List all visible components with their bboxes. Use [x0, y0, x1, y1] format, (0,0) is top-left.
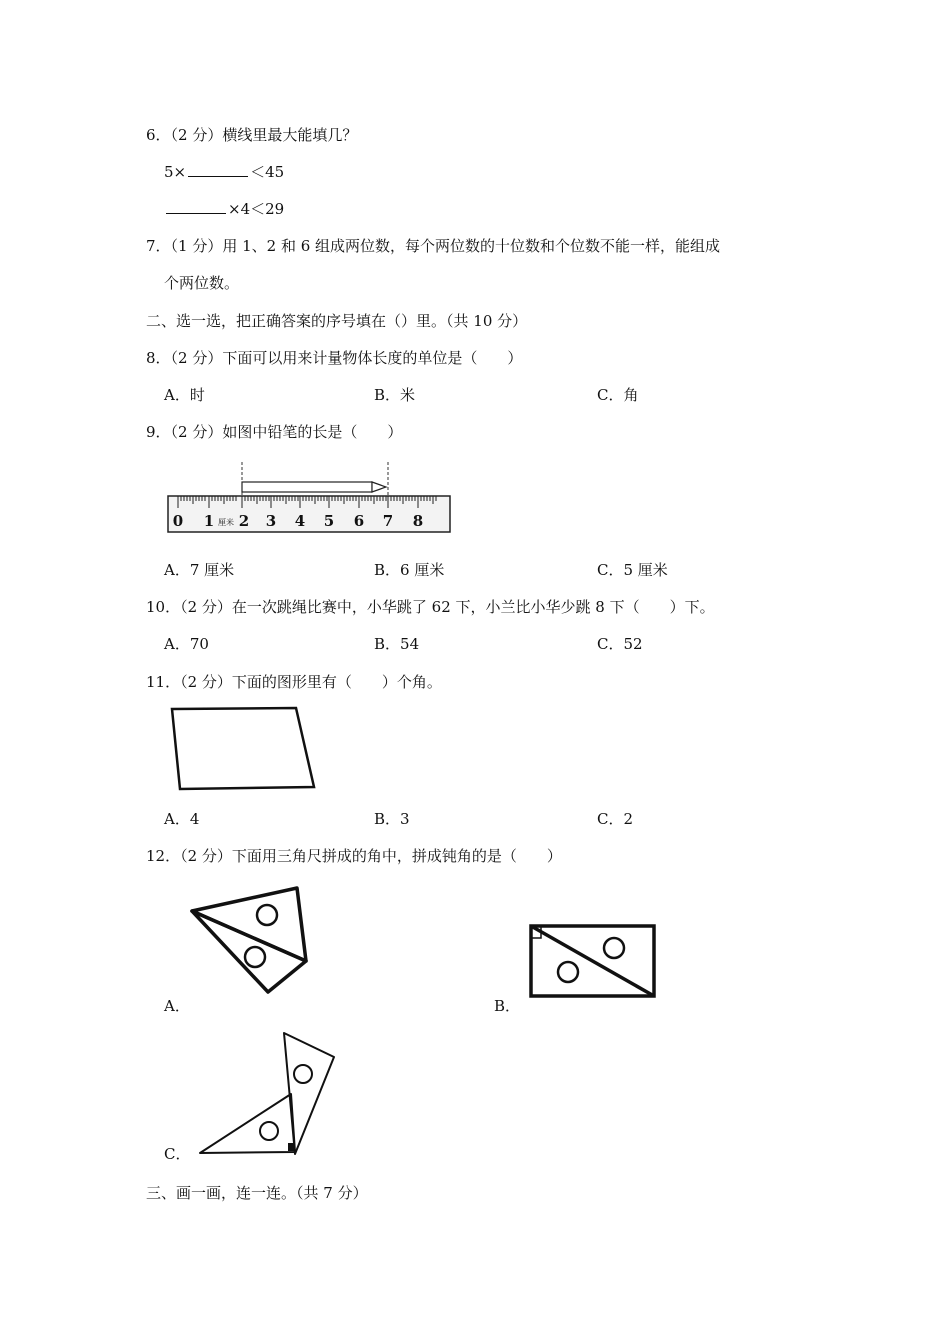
section2-title: 二、选一选，把正确答案的序号填在（）里。（共 10 分） — [146, 312, 528, 330]
ruler-label-1: 1 — [203, 512, 215, 530]
q6-line2 — [164, 199, 284, 219]
q11-option-c[interactable]: C．2 — [597, 810, 634, 828]
q7-stem-line1: 7．（1 分）用 1、2 和 6 组成两位数，每个两位数的十位数和个位数不能一样，能组成 — [146, 237, 721, 255]
hole-a-1 — [257, 905, 277, 925]
triangle-a-lower — [192, 911, 306, 992]
ruler-label-7: 7 — [382, 512, 394, 530]
pencil-body — [242, 482, 372, 492]
q12-figure-a — [188, 885, 318, 1005]
q6-line1 — [164, 162, 284, 182]
q6-blank-2[interactable] — [166, 199, 226, 214]
ruler-label-8: 8 — [412, 512, 424, 530]
q10-option-c[interactable]: C．52 — [597, 635, 643, 653]
hole-c-2 — [260, 1122, 278, 1140]
q12-figure-b — [527, 922, 667, 1002]
triangle-c-lower — [200, 1094, 295, 1153]
q12-label-b[interactable]: B． — [494, 997, 521, 1015]
hole-b-1 — [604, 938, 624, 958]
q7-stem-line2: 个两位数。 — [164, 274, 240, 292]
quadrilateral-shape — [172, 708, 314, 789]
ruler-label-0: 0 — [172, 512, 184, 530]
q8-option-c[interactable]: C．角 — [597, 386, 639, 404]
hole-b-2 — [558, 962, 578, 982]
ruler-label-3: 3 — [265, 512, 277, 530]
diagonal-b — [531, 926, 654, 996]
ruler-figure — [165, 460, 455, 540]
q8-option-a[interactable]: A．时 — [164, 386, 205, 404]
q10-option-a[interactable]: A．70 — [164, 635, 209, 653]
q11-option-b[interactable]: B．3 — [374, 810, 410, 828]
hole-a-2 — [245, 947, 265, 967]
q8-option-b[interactable]: B．米 — [374, 386, 416, 404]
q9-option-b[interactable]: B．6 厘米 — [374, 561, 445, 579]
q12-label-a[interactable]: A． — [164, 997, 190, 1015]
q6-line2-post: ×4＜29 — [228, 200, 285, 218]
right-angle-mark-c — [288, 1143, 295, 1151]
section3-title: 三、画一画，连一连。（共 7 分） — [146, 1184, 368, 1202]
ruler-label-5: 5 — [323, 512, 335, 530]
q11-stem: 11．（2 分）下面的图形里有（ ）个角。 — [146, 673, 442, 691]
ruler-label-unit: 厘米 — [218, 518, 234, 527]
q9-stem: 9．（2 分）如图中铅笔的长是（ ） — [146, 423, 403, 441]
q8-stem: 8．（2 分）下面可以用来计量物体长度的单位是（ ） — [146, 349, 523, 367]
q6-blank-1[interactable] — [188, 162, 248, 177]
q6-stem: 6．（2 分）横线里最大能填几？ — [146, 126, 358, 144]
pencil-tip — [372, 482, 386, 492]
q11-quadrilateral-figure — [168, 702, 328, 792]
q10-option-b[interactable]: B．54 — [374, 635, 420, 653]
q12-label-c[interactable]: C． — [164, 1145, 191, 1163]
ruler-label-2: 2 — [238, 512, 250, 530]
q6-line1-pre: 5× — [164, 163, 187, 181]
q6-line1-post: ＜45 — [250, 163, 285, 181]
q12-figure-c — [195, 1030, 345, 1160]
ruler-label-6: 6 — [353, 512, 365, 530]
q9-option-a[interactable]: A．7 厘米 — [164, 561, 235, 579]
q12-stem: 12．（2 分）下面用三角尺拼成的角中，拼成钝角的是（ ） — [146, 847, 562, 865]
q10-stem: 10．（2 分）在一次跳绳比赛中，小华跳了 62 下，小兰比小华少跳 8 下（ ）下。 — [146, 598, 715, 616]
ruler-label-4: 4 — [294, 512, 306, 530]
q9-option-c[interactable]: C．5 厘米 — [597, 561, 668, 579]
q11-option-a[interactable]: A．4 — [164, 810, 200, 828]
hole-c-1 — [294, 1065, 312, 1083]
